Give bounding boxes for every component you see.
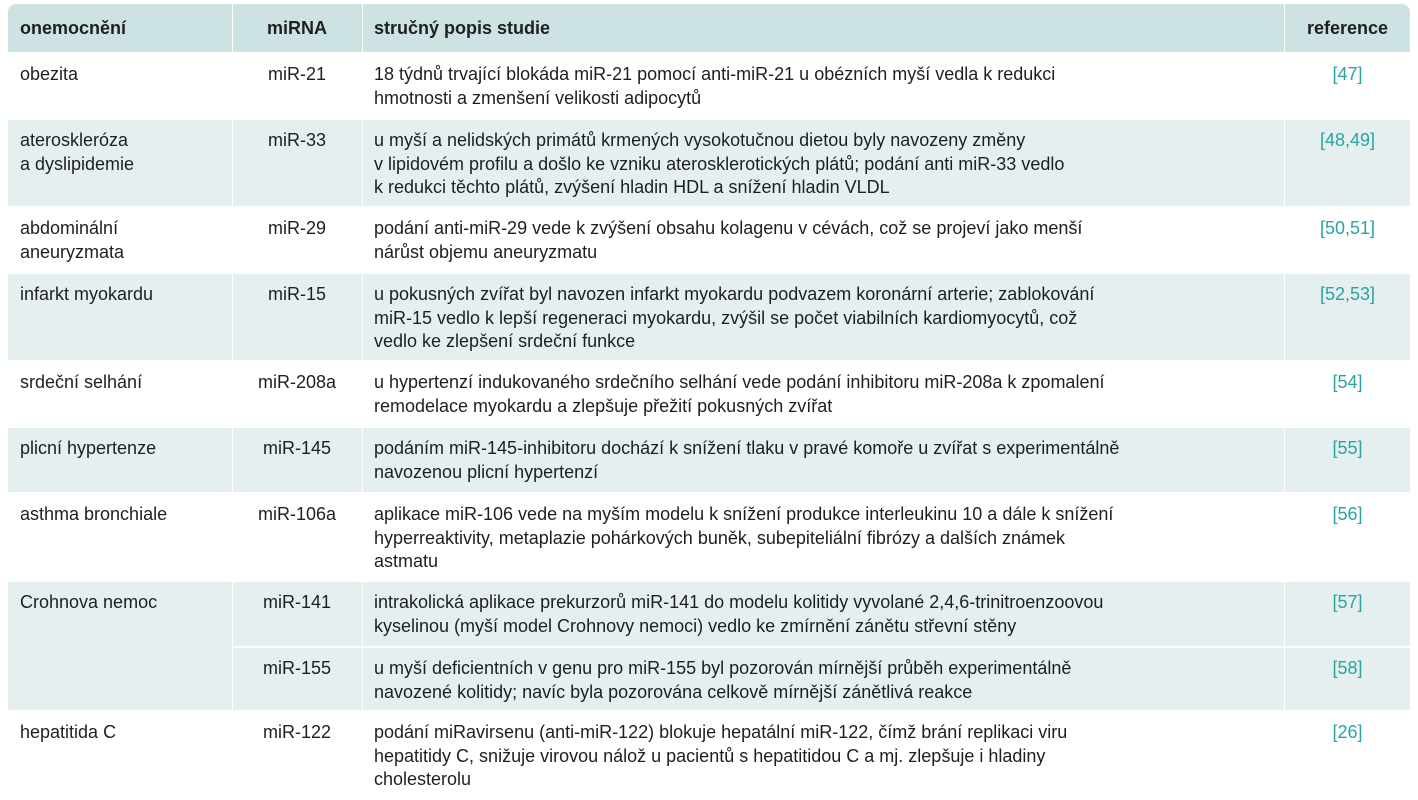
- description-cell: u pokusných zvířat byl navozen infarkt myokardu podvazem koronární arterie; zablokování miR-15 vedlo k lepší regeneraci myokardu, zvýšil se počet viabilních kardiomyocytů, což vedlo ke zlepšení srdeční funkce: [374, 284, 1095, 351]
- disease-cell: abdominální aneuryzmata: [20, 218, 125, 262]
- reference-link[interactable]: [57]: [1332, 592, 1363, 612]
- description-cell: podání anti-miR-29 vede k zvýšení obsahu kolagenu v cévách, což se projeví jako menší nárůst objemu aneuryzmatu: [374, 218, 1083, 262]
- mirna-cell: miR-29: [267, 218, 326, 238]
- table-row: [8, 362, 1410, 426]
- column-divider: [232, 4, 233, 800]
- row-divider: [8, 360, 1410, 362]
- row-divider: [8, 426, 1410, 428]
- reference-link[interactable]: [26]: [1332, 722, 1363, 742]
- reference-link[interactable]: [50,51]: [1319, 218, 1376, 238]
- disease-cell: infarkt myokardu: [20, 284, 154, 304]
- mirna-cell: miR-141: [262, 592, 332, 612]
- table-row: [8, 428, 1410, 492]
- disease-cell: plicní hypertenze: [20, 438, 157, 458]
- row-divider: [8, 710, 1410, 712]
- table-row: [8, 54, 1410, 118]
- row-divider: [8, 580, 1410, 582]
- disease-cell: ateroskleróza a dyslipidemie: [20, 130, 135, 174]
- row-divider: [8, 272, 1410, 274]
- reference-link[interactable]: [47]: [1332, 64, 1363, 84]
- mirna-cell: miR-122: [262, 722, 332, 742]
- table-row: [8, 494, 1410, 580]
- mirna-cell: miR-155: [262, 658, 332, 678]
- header-disease: onemocnění: [20, 18, 127, 38]
- table-row: [8, 208, 1410, 272]
- mirna-cell: miR-15: [267, 284, 326, 304]
- table-header: [8, 4, 1410, 52]
- description-cell: aplikace miR-106 vede na myším modelu k snížení produkce interleukinu 10 a dále k snížení hyperreaktivity, metaplazie pohárkových buněk, subepiteliální fibrózy a dalších známek astmatu: [374, 504, 1114, 571]
- reference-link[interactable]: [52,53]: [1319, 284, 1376, 304]
- disease-cell: hepatitida C: [20, 722, 117, 742]
- table-row: [8, 274, 1410, 360]
- disease-cell: Crohnova nemoc: [20, 592, 158, 612]
- mirna-cell: miR-145: [262, 438, 332, 458]
- table-row: [8, 648, 1410, 710]
- disease-cell: asthma bronchiale: [20, 504, 168, 524]
- row-divider: [8, 206, 1410, 208]
- mirna-cell: miR-208a: [257, 372, 337, 392]
- row-divider: [8, 118, 1410, 120]
- mirna-cell: miR-33: [267, 130, 326, 150]
- disease-cell: srdeční selhání: [20, 372, 143, 392]
- reference-link[interactable]: [58]: [1332, 658, 1363, 678]
- reference-link[interactable]: [56]: [1332, 504, 1363, 524]
- column-divider: [1284, 4, 1285, 800]
- header-mirna: miRNA: [266, 18, 327, 38]
- reference-link[interactable]: [55]: [1332, 438, 1363, 458]
- description-cell: intrakolická aplikace prekurzorů miR-141 do modelu kolitidy vyvolané 2,4,6-trinitroenzoovou kyselinou (myší model Crohnovy nemoci) vedlo ke zmírnění zánětu střevní stěny: [374, 592, 1104, 636]
- table-row: [8, 712, 1410, 800]
- description-cell: u hypertenzí indukovaného srdečního selhání vede podání inhibitoru miR-208a k zpomalení remodelace myokardu a zlepšuje přežití pokusných zvířat: [374, 372, 1105, 416]
- table-row: [8, 120, 1410, 206]
- mirna-cell: miR-106a: [257, 504, 337, 524]
- description-cell: u myší deficientních v genu pro miR-155 byl pozorován mírnější průběh experimentálně navozené kolitidy; navíc byla pozorována celkově mírnější zánětlivá reakce: [374, 658, 1072, 702]
- description-cell: u myší a nelidských primátů krmených vysokotučnou dietou byly navozeny změny v lipidovém profilu a došlo ke vzniku aterosklerotických plátů; podání anti miR-33 vedlo k redukci těchto plátů, zvýšení hladin HDL a snížení hladin VLDL: [374, 130, 1065, 197]
- description-cell: 18 týdnů trvající blokáda miR-21 pomocí anti-miR-21 u obézních myší vedla k redukci hmotnosti a zmenšení velikosti adipocytů: [374, 64, 1056, 108]
- column-divider: [362, 4, 363, 800]
- reference-link[interactable]: [48,49]: [1319, 130, 1376, 150]
- header-reference: reference: [1306, 18, 1389, 38]
- header-description: stručný popis studie: [374, 18, 551, 38]
- mirna-cell: miR-21: [267, 64, 326, 84]
- row-divider: [8, 492, 1410, 494]
- disease-cell: obezita: [20, 64, 79, 84]
- reference-link[interactable]: [54]: [1332, 372, 1363, 392]
- description-cell: podání miRavirsenu (anti-miR-122) blokuje hepatální miR-122, čímž brání replikaci viru hepatitidy C, snižuje virovou nálož u pacientů s hepatitidou C a mj. zlepšuje i hladiny cholesterolu: [374, 722, 1068, 789]
- table-row: [8, 582, 1410, 646]
- description-cell: podáním miR-145-inhibitoru dochází k snížení tlaku v pravé komoře u zvířat s experimentálně navozenou plicní hypertenzí: [374, 438, 1120, 482]
